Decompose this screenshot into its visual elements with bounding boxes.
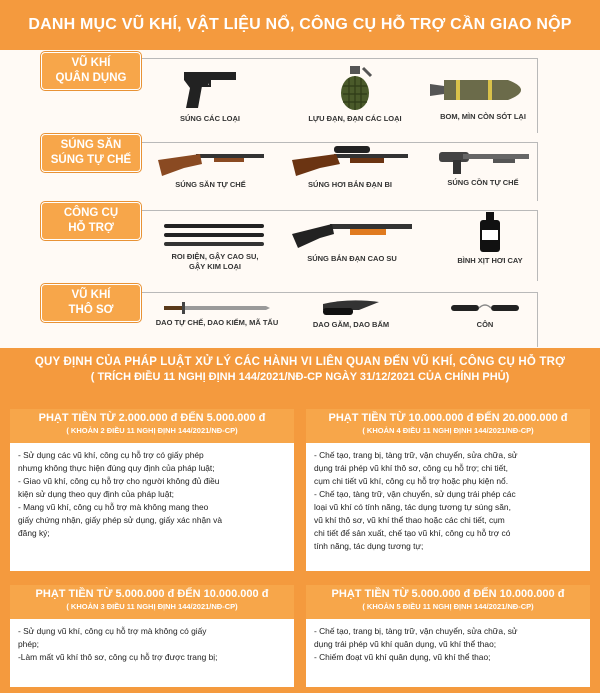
sword-icon [162, 300, 272, 316]
item-caption: SÚNG CỒN TỰ CHẾ [447, 178, 519, 187]
knife-icon [319, 296, 383, 318]
banner-title: DANH MỤC VŨ KHÍ, VẬT LIỆU NỔ, CÔNG CỤ HỖ TRỢ CẦN GIAO NỘP [28, 16, 572, 33]
penalty-body [306, 443, 590, 559]
nunchaku-item [440, 298, 530, 330]
item-caption: CÔN [476, 320, 494, 329]
penalty-line: nhưng không thực hiện đúng quy định của pháp luật; [18, 463, 215, 473]
homemade-shotgun-item [148, 146, 273, 190]
penalty-box [306, 585, 590, 687]
penalty-clause: ( KHOẢN 3 ĐIỀU 11 NGHỊ ĐỊNH 144/2021/NĐ-CP) [66, 602, 238, 611]
penalty-line: - Sử dụng vũ khí, công cụ hỗ trợ mà không có giấy [18, 626, 207, 636]
penalty-header [10, 585, 294, 619]
spray-icon [475, 210, 505, 254]
penalty-line: -Làm mất vũ khí thô sơ, công cụ hỗ trợ được trang bị; [18, 652, 218, 662]
pistol-item [160, 66, 260, 124]
grenade-icon [335, 64, 375, 112]
batons-item [150, 220, 280, 272]
penalty-line: - Giao vũ khí, công cụ hỗ trợ cho người không đủ điều [18, 476, 220, 486]
category-label [41, 284, 141, 322]
rules-title: QUY ĐỊNH CỦA PHÁP LUẬT XỬ LÝ CÁC HÀNH VI LIÊN QUAN ĐẾN VŨ KHÍ, CÔNG CỤ HỖ TRỢ [34, 356, 566, 368]
rules-subtitle: ( TRÍCH ĐIỀU 11 NGHỊ ĐỊNH 144/2021/NĐ-CP NGÀY 31/12/2021 CỦA CHÍNH PHỦ) [90, 371, 510, 383]
pistol-icon [180, 66, 240, 112]
penalty-header [306, 585, 590, 619]
grenade-item [300, 64, 410, 124]
item-caption: SÚNG CÁC LOẠI [180, 114, 240, 123]
air-rifle-item [285, 144, 415, 190]
category-section [0, 50, 600, 348]
penalty-line: - Chiếm đoạt vũ khí quân dụng, vũ khí thể thao; [314, 652, 491, 662]
penalty-line: loại vũ khí có tính năng, tác dụng tương tự súng săn, [314, 502, 511, 512]
category-line: CÔNG CỤ [63, 207, 119, 219]
improvised-gun-item [418, 148, 548, 188]
penalty-line: - Sử dụng các vũ khí, công cụ hỗ trợ có giấy phép [18, 450, 204, 460]
category-label [41, 202, 141, 240]
item-caption: SÚNG BẮN ĐẠN CAO SU [307, 254, 397, 263]
category-line: QUÂN DỤNG [55, 72, 127, 84]
item-caption: LỰU ĐẠN, ĐẠN CÁC LOẠI [308, 114, 402, 123]
penalty-line: vũ khí thô sơ, vũ khí thể thao hoặc các chi tiết, cụm [314, 515, 505, 525]
penalty-amount: PHẠT TIỀN TỪ 5.000.000 đ ĐẾN 10.000.000 đ [35, 588, 269, 600]
item-caption: SÚNG SĂN TỰ CHẾ [175, 180, 246, 189]
item-caption: SÚNG HƠI BẮN ĐẠN BI [308, 180, 392, 189]
penalty-line: cụm chi tiết vũ khí, công cụ hỗ trợ hoặc phụ kiện nổ. [314, 476, 509, 486]
penalty-line: - Chế tạo, trang bị, tàng trữ, vận chuyển, sửa chữa, sử [314, 626, 518, 636]
pipe-gun-icon [433, 148, 533, 176]
item-caption: DAO TỰ CHẾ, DAO KIẾM, MÃ TẤU [155, 318, 279, 327]
top-banner [0, 0, 600, 50]
penalty-line: đăng ký; [18, 528, 50, 538]
penalty-body [10, 619, 294, 670]
penalty-amount: PHẠT TIỀN TỪ 10.000.000 đ ĐẾN 20.000.000 đ [328, 412, 568, 424]
penalty-box [306, 409, 590, 571]
penalty-body [10, 443, 294, 546]
category-line: HỖ TRỢ [68, 222, 114, 234]
penalty-clause: ( KHOẢN 4 ĐIỀU 11 NGHỊ ĐỊNH 144/2021/NĐ-CP) [362, 426, 534, 435]
category-line: SÚNG SĂN [60, 139, 122, 151]
item-caption: BOM, MÌN CÒN SÓT LẠI [440, 112, 526, 121]
penalty-header [306, 409, 590, 443]
penalty-line: giấy chứng nhận, giấy phép sử dụng, giấy xác nhận và [18, 515, 222, 525]
penalty-header [10, 409, 294, 443]
penalty-line: dụng trái phép vũ khí thô sơ, công cụ hỗ trợ; chi tiết, [314, 463, 508, 473]
penalty-body [306, 619, 590, 670]
penalty-line: chi tiết để sản xuất, chế tạo vũ khí, công cụ hỗ trợ có [314, 528, 511, 538]
penalty-line: dụng trái phép vũ khí quân dụng, vũ khí thể thao; [314, 639, 497, 649]
penalty-amount: PHẠT TIỀN TỪ 5.000.000 đ ĐẾN 10.000.000 đ [331, 588, 565, 600]
shotgun-icon [156, 146, 266, 178]
rubber-gun-icon [290, 216, 414, 252]
penalty-box [10, 585, 294, 687]
nunchaku-icon [449, 298, 521, 318]
item-caption: GẬY KIM LOẠI [189, 262, 241, 271]
item-caption: BÌNH XỊT HƠI CAY [457, 256, 523, 265]
bomb-icon [428, 70, 538, 110]
penalty-line: - Chế tạo, trang bị, tàng trữ, vận chuyển, sửa chữa, sử [314, 450, 518, 460]
penalty-clause: ( KHOẢN 5 ĐIỀU 11 NGHỊ ĐỊNH 144/2021/NĐ-CP) [362, 602, 534, 611]
rubber-bullet-gun-item [282, 216, 422, 264]
baton-icon [160, 220, 270, 250]
penalty-line: - Mang vũ khí, công cụ hỗ trợ mà không mang theo [18, 502, 209, 512]
category-line: THÔ SƠ [68, 304, 114, 316]
knife-item [296, 296, 406, 330]
penalty-line: kiện sử dụng theo quy định của pháp luật; [18, 489, 175, 499]
item-caption: ROI ĐIỆN, GẬY CAO SU, [171, 252, 259, 261]
penalty-clause: ( KHOẢN 2 ĐIỀU 11 NGHỊ ĐỊNH 144/2021/NĐ-CP) [66, 426, 238, 435]
category-line: VŨ KHÍ [71, 57, 111, 69]
air-rifle-icon [290, 144, 410, 178]
category-line: SÚNG TỰ CHẾ [50, 154, 132, 166]
penalty-line: - Chế tạo, tàng trữ, vận chuyển, sử dụng trái phép các [314, 489, 516, 499]
item-caption: DAO GĂM, DAO BẤM [312, 320, 390, 329]
category-label [41, 134, 141, 172]
rules-header [0, 348, 600, 403]
penalty-line: phép; [18, 639, 39, 649]
pepper-spray-item [450, 210, 530, 266]
category-line: VŨ KHÍ [71, 289, 111, 301]
bomb-item [418, 70, 548, 122]
penalty-box [10, 409, 294, 571]
penalty-amount: PHẠT TIỀN TỪ 2.000.000 đ ĐẾN 5.000.000 đ [38, 412, 266, 424]
penalty-line: tính năng, tác dụng tương tự; [314, 541, 424, 551]
category-label [41, 52, 141, 90]
sword-item [152, 300, 282, 328]
